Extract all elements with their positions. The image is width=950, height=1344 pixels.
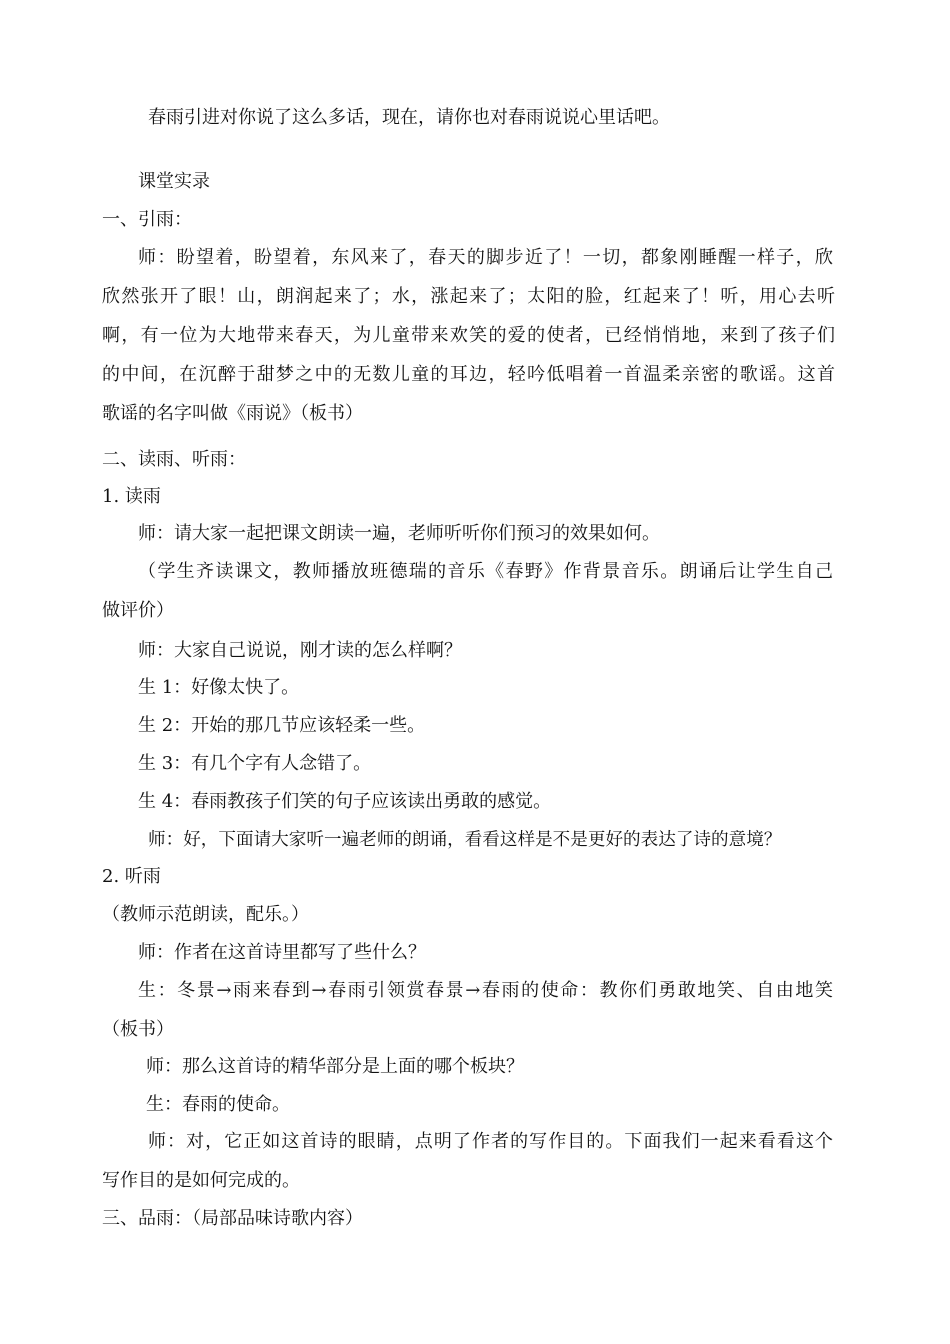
sub1-teacher-line: 师：大家自己说说，刚才读的怎么样啊？ xyxy=(138,640,462,661)
sub1-teacher-line: 师：请大家一起把课文朗读一遍，老师听听你们预习的效果如何。 xyxy=(138,523,660,544)
sub2-note: （教师示范朗读，配乐。） xyxy=(102,904,309,925)
section1-para-line: 歌谣的名字叫做《雨说》（板书） xyxy=(102,403,363,424)
section2-heading: 二、读雨、听雨： xyxy=(102,449,246,470)
student-answer: 生 2：开始的那几节应该轻柔一些。 xyxy=(138,715,426,736)
sub1-note-line: 做评价） xyxy=(102,600,174,621)
sub1-note-line: （学生齐读课文，教师播放班德瑞的音乐《春野》作背景音乐。朗诵后让学生自己 xyxy=(138,561,833,582)
record-title: 课堂实录 xyxy=(138,171,210,192)
sub1-heading: 1. 读雨 xyxy=(102,486,161,507)
section3-heading: 三、品雨：（局部品味诗歌内容） xyxy=(102,1208,363,1229)
sub2-student-line: 生：冬景→雨来春到→春雨引领赏春景→春雨的使命：教你们勇敢地笑、自由地笑 xyxy=(138,980,833,1001)
section1-para-line: 师：盼望着，盼望着，东风来了，春天的脚步近了！一切，都象刚睡醒一样子，欣 xyxy=(138,247,833,268)
section1-heading: 一、引雨： xyxy=(102,209,192,230)
sub2-student-line: 生：春雨的使命。 xyxy=(146,1094,290,1115)
sub2-teacher-line: 写作目的是如何完成的。 xyxy=(102,1170,300,1191)
sub2-teacher-line: 师：那么这首诗的精华部分是上面的哪个板块？ xyxy=(146,1056,524,1077)
section1-para-line: 欣然张开了眼！山，朗润起来了；水，涨起来了；太阳的脸，红起来了！听，用心去听 xyxy=(102,286,835,307)
sub2-student-line: （板书） xyxy=(102,1019,174,1040)
sub1-teacher-line: 师：好，下面请大家听一遍老师的朗诵，看看这样是不是更好的表达了诗的意境？ xyxy=(148,830,782,850)
section1-para-line: 啊，有一位为大地带来春天，为儿童带来欢笑的爱的使者，已经悄悄地，来到了孩子们 xyxy=(102,325,835,346)
student-answer: 生 3：有几个字有人念错了。 xyxy=(138,753,372,774)
sub2-teacher-line: 师：对，它正如这首诗的眼睛，点明了作者的写作目的。下面我们一起来看看这个 xyxy=(148,1131,833,1152)
student-answer: 生 4：春雨教孩子们笑的句子应该读出勇敢的感觉。 xyxy=(138,791,552,812)
sub2-teacher-line: 师：作者在这首诗里都写了些什么？ xyxy=(138,942,426,963)
student-answer: 生 1：好像太快了。 xyxy=(138,677,300,698)
sub2-heading: 2. 听雨 xyxy=(102,866,161,887)
intro-line: 春雨引进对你说了这么多话，现在，请你也对春雨说说心里话吧。 xyxy=(148,107,670,128)
section1-para-line: 的中间，在沉醉于甜梦之中的无数儿童的耳边，轻吟低唱着一首温柔亲密的歌谣。这首 xyxy=(102,364,835,385)
